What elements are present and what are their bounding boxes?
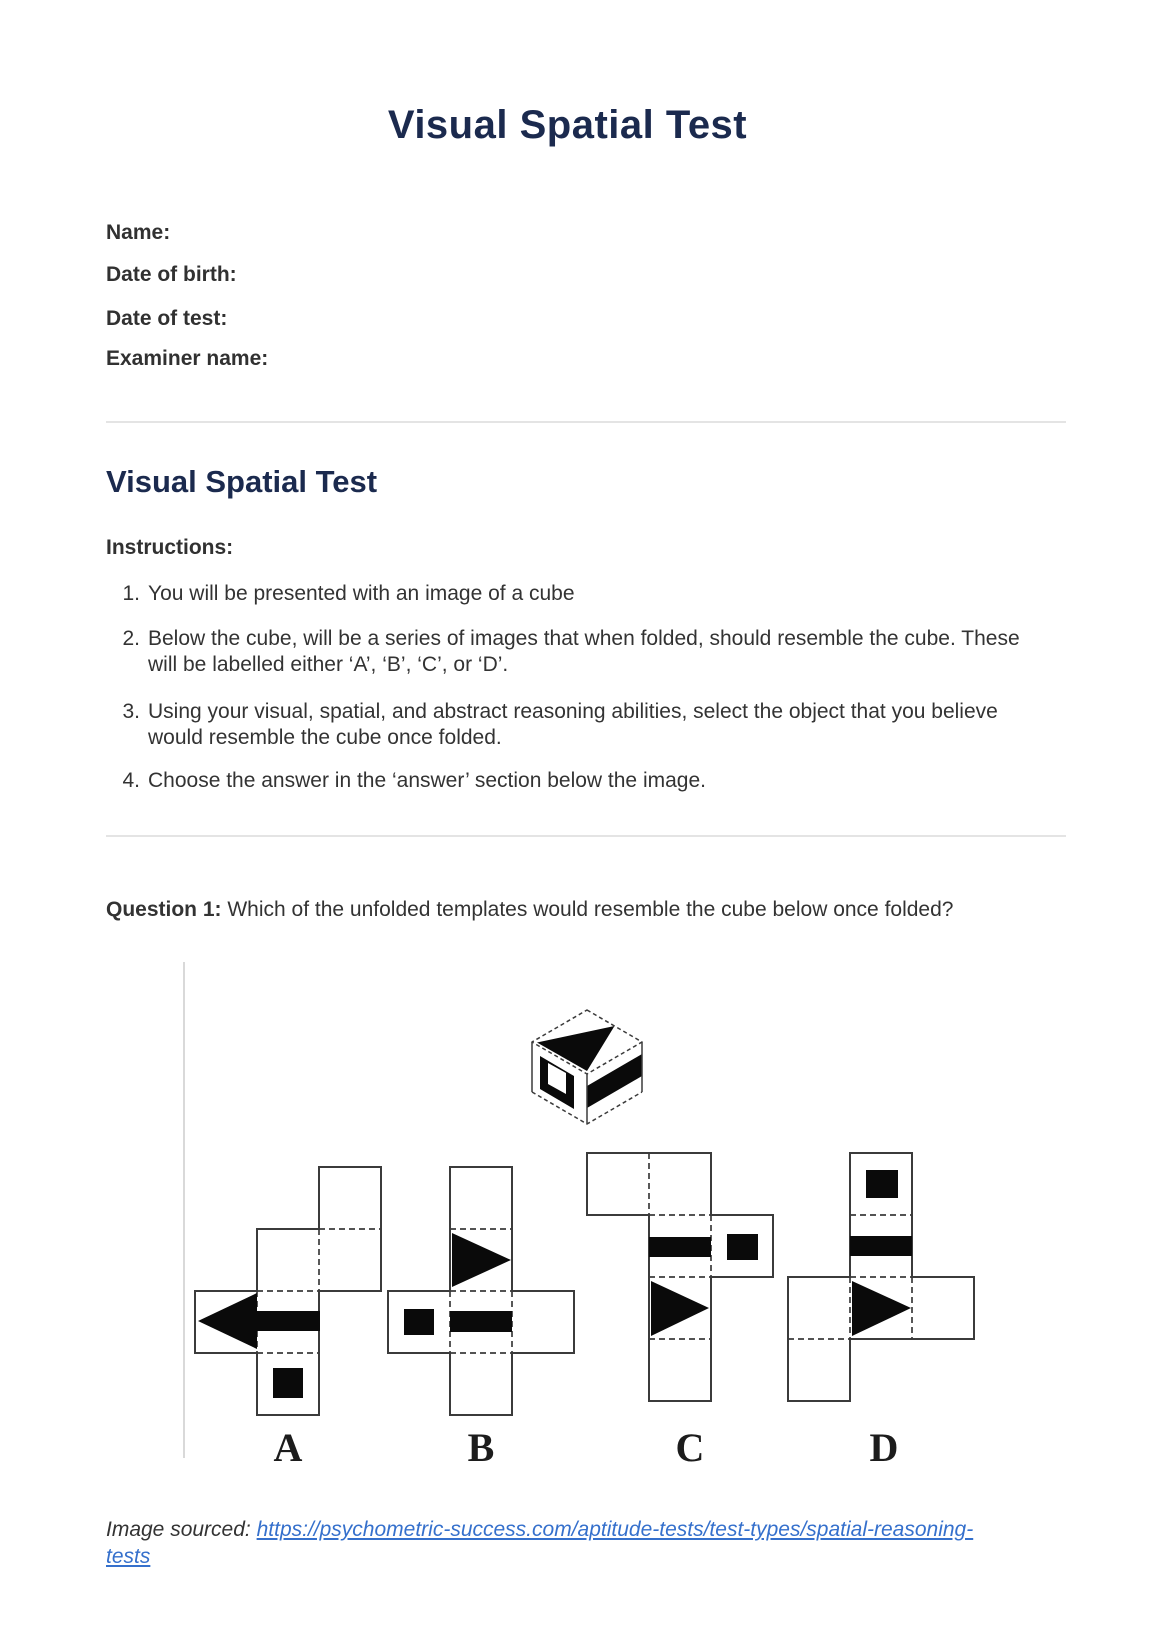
instructions-label: Instructions: <box>106 536 234 559</box>
list-text: Choose the answer in the ‘answer’ section below the image. <box>148 769 706 792</box>
net-c-bar <box>649 1237 711 1257</box>
image-source-link[interactable]: https://psychometric-success.com/aptitude-tests/test-types/spatial-reasoning-tests <box>106 1518 974 1568</box>
instruction-item-3 <box>106 699 1046 751</box>
net-d-bar <box>850 1236 912 1256</box>
list-number: 1. <box>122 582 140 605</box>
question-label: Question 1: <box>106 898 222 921</box>
list-number: 4. <box>122 769 140 792</box>
list-number: 2. <box>122 627 140 650</box>
cube-illustration <box>532 1010 642 1124</box>
instruction-item-4 <box>106 768 1046 794</box>
form-field-label-dob: Date of birth: <box>106 263 237 286</box>
option-label-b: B <box>467 1425 495 1470</box>
net-b-small-square <box>404 1309 434 1335</box>
question-line <box>106 897 1046 923</box>
list-text: Using your visual, spatial, and abstract reasoning abilities, select the object that you believe would resemble the cube once folded. <box>148 700 998 749</box>
net-option-d <box>788 1153 974 1401</box>
list-text: Below the cube, will be a series of images that when folded, should resemble the cube. These will be labelled either ‘A’, ‘B’, ‘C’, or ‘D’. <box>148 627 1020 676</box>
form-field-label-date-of-test: Date of test: <box>106 307 228 330</box>
list-text: You will be presented with an image of a cube <box>148 582 575 605</box>
document-title: Visual Spatial Test <box>387 103 748 147</box>
instruction-item-2 <box>106 626 1046 678</box>
spatial-test-figure <box>170 960 1030 1460</box>
net-c-small-square <box>727 1234 758 1260</box>
option-label-a: A <box>273 1425 303 1470</box>
option-label-d: D <box>869 1425 899 1470</box>
instruction-item-1 <box>106 581 1046 607</box>
net-b-bar <box>450 1311 512 1332</box>
option-label-c: C <box>675 1425 705 1470</box>
list-number: 3. <box>122 700 140 723</box>
image-source-prefix: Image sourced: <box>106 1518 257 1541</box>
form-field-label-examiner: Examiner name: <box>106 347 269 370</box>
net-d-small-square <box>866 1170 898 1198</box>
net-option-b <box>388 1167 574 1415</box>
divider <box>106 421 1066 423</box>
section-heading: Visual Spatial Test <box>106 464 378 499</box>
question-text: Which of the unfolded templates would resemble the cube below once folded? <box>221 898 954 921</box>
net-option-a <box>195 1167 381 1415</box>
net-a-arrow-shaft <box>257 1311 320 1331</box>
form-field-label-name: Name: <box>106 221 171 244</box>
image-source-line <box>106 1516 1011 1570</box>
net-option-c <box>587 1153 773 1401</box>
net-a-small-square <box>273 1368 303 1398</box>
divider <box>106 835 1066 837</box>
